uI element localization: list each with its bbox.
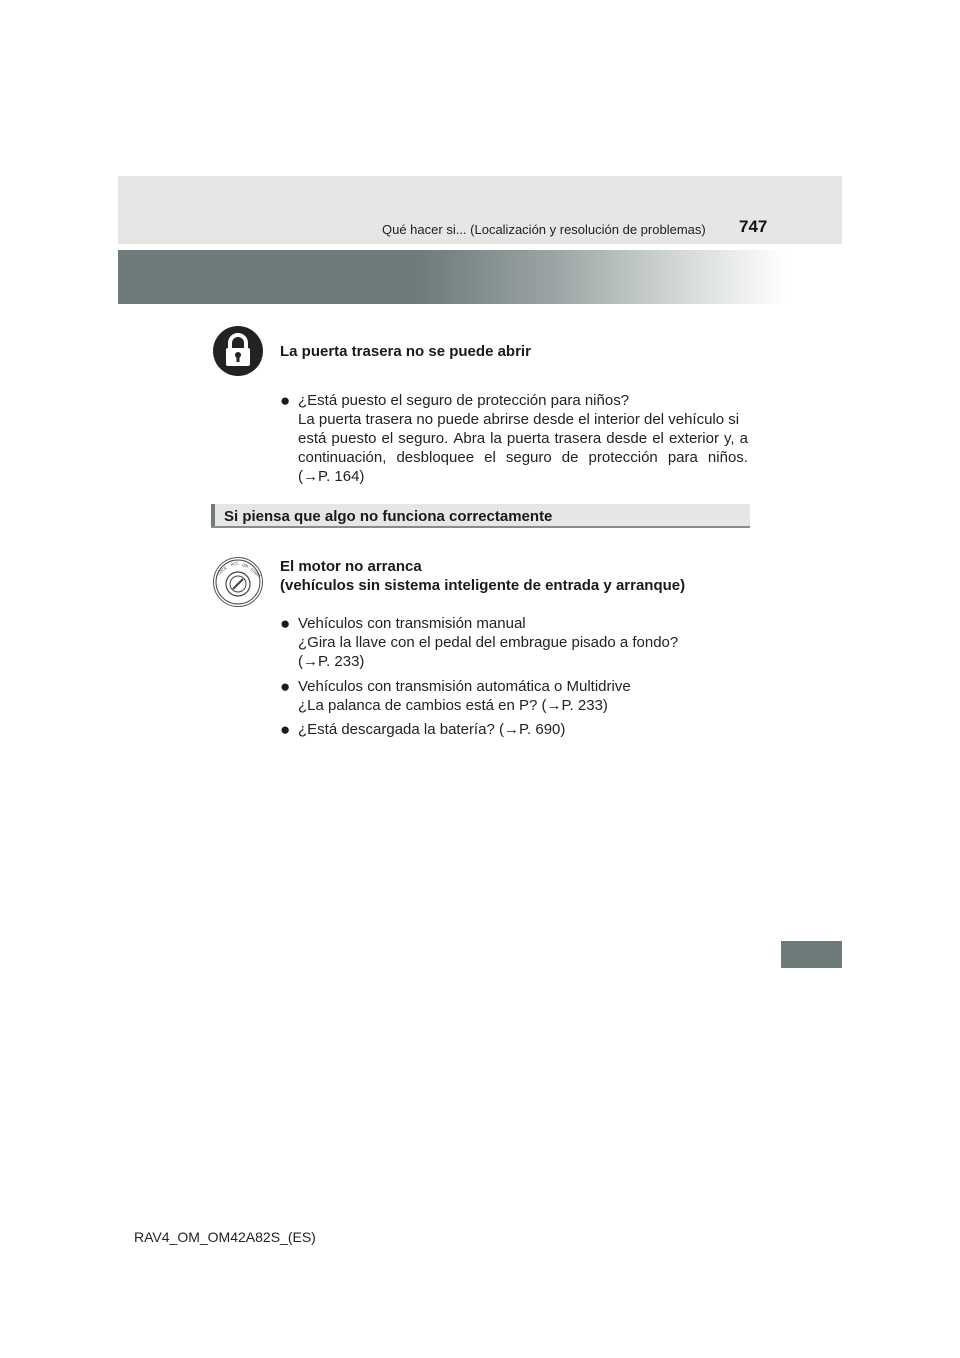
bullet-line: Vehículos con transmisión automática o Multidrive [298,678,631,695]
bullet-line: ¿Está puesto el seguro de protección para niños? [298,392,630,409]
header-title: Qué hacer si... (Localización y resolución de problemas) [382,222,706,237]
ignition-label: LOCK [216,565,228,576]
bullet-marker: ● [280,720,291,739]
section-heading-accent [211,504,215,526]
bullet-line: La puerta trasera no puede abrirse desde el interior del vehículo si [298,411,740,428]
ignition-label: ON [241,562,249,569]
bullet-marker: ● [280,614,291,633]
lock-icon [213,326,263,376]
ignition-key-icon [213,557,263,607]
bullet-line-justified: está puesto el seguro. Abra la puerta trasera desde el exterior y, a [298,430,748,447]
bullet-line: ¿La palanca de cambios está en P? (→P. 233) [298,697,608,714]
ignition-label: ACC [230,560,240,567]
page-reference: (→P. 233) [298,653,365,670]
bullet-line: Vehículos con transmisión manual [298,615,526,632]
chapter-side-tab [781,941,842,968]
bullet-battery [298,720,748,739]
page-reference: (→P. 164) [298,468,365,485]
document-code: RAV4_OM_OM42A82S_(ES) [134,1229,316,1245]
ignition-label: START [249,566,262,579]
bullet-marker: ● [280,391,291,410]
bullet-manual-transmission [298,614,748,671]
bullet-line: ¿Está descargada la batería? (→P. 690) [298,721,566,738]
heading-rear-door: La puerta trasera no se puede abrir [280,343,531,360]
heading-engine-no-start-sub: (vehículos sin sistema inteligente de entrada y arranque) [280,577,686,594]
chapter-band [118,250,786,304]
bullet-automatic-transmission [298,677,748,715]
heading-engine-no-start: El motor no arranca [280,558,422,575]
bullet-marker: ● [280,677,291,696]
bullet-line: ¿Gira la llave con el pedal del embrague pisado a fondo? [298,634,679,651]
page-number: 747 [739,217,768,236]
bullet-child-lock [298,391,748,486]
bullet-line-justified: continuación, desbloquee el seguro de protección para niños. [298,449,748,466]
section-heading: Si piensa que algo no funciona correctamente [224,508,553,525]
